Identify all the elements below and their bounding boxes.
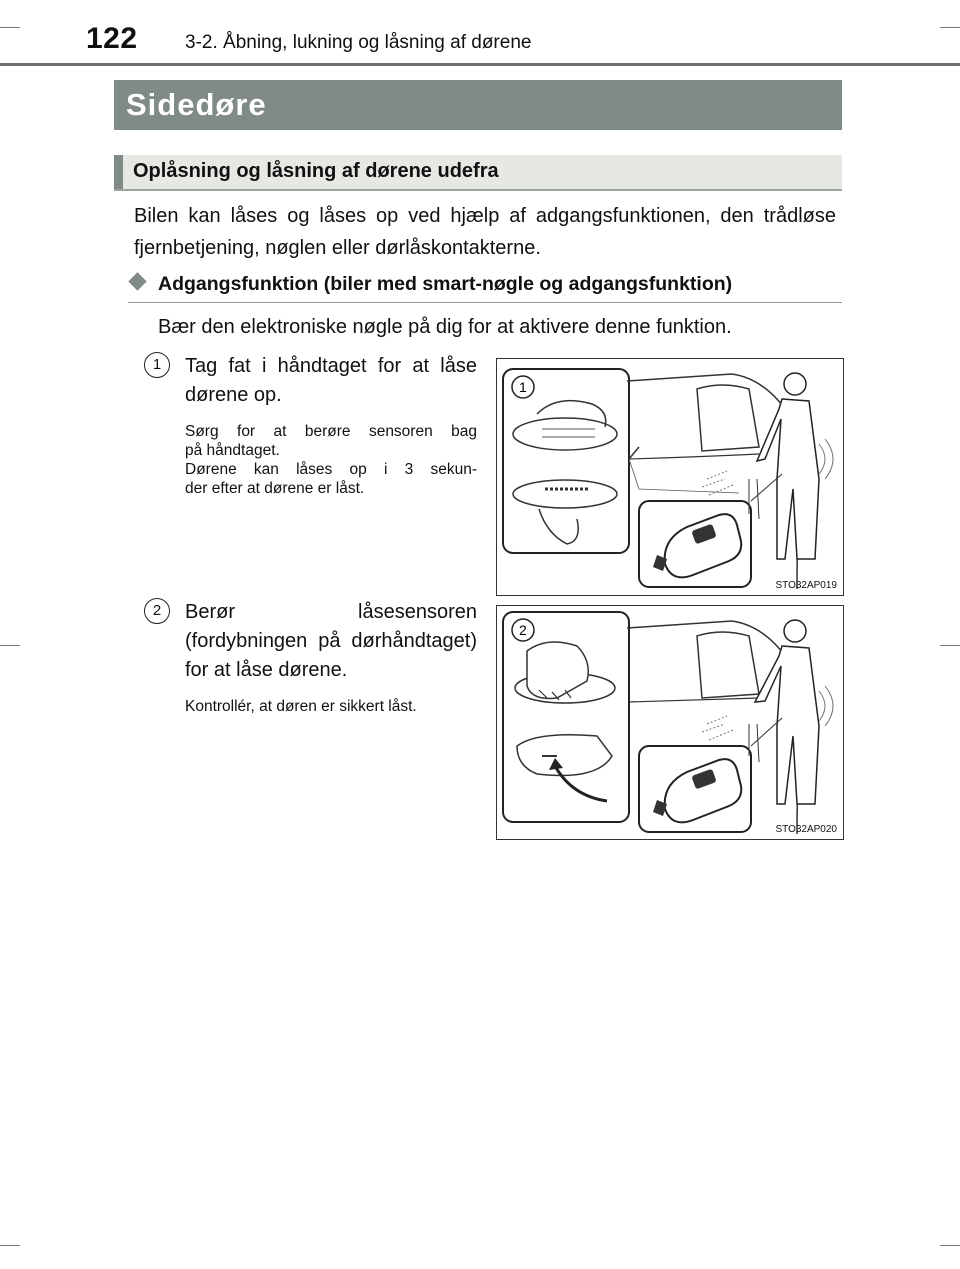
crop-mark — [940, 1245, 960, 1246]
figure-code: STO32AP019 — [775, 580, 837, 591]
crop-mark — [940, 645, 960, 646]
step-number: 1 — [144, 352, 170, 378]
section-title: Sidedøre — [126, 87, 267, 122]
bullet-rule — [128, 302, 842, 303]
figure-lock — [496, 605, 844, 840]
step-text: Tag fat i håndtaget for at låse dørene op. — [185, 355, 477, 406]
step-text: Berør låsesensoren (fordybningen på dørhåndtaget) for at låse dørene. — [185, 601, 477, 681]
header-rule — [0, 63, 960, 66]
subsection-title: Oplåsning og låsning af dørene udefra — [133, 160, 499, 182]
crop-mark — [0, 645, 20, 646]
unlock-illustration — [497, 359, 843, 595]
figure-code: STO32AP020 — [775, 824, 837, 835]
step-number: 2 — [144, 598, 170, 624]
diamond-bullet-icon — [128, 272, 146, 290]
chapter-title: 3-2. Åbning, lukning og låsning af dørene — [185, 32, 532, 53]
section-header — [114, 80, 842, 130]
subsection-header — [114, 155, 842, 191]
page-number: 122 — [86, 22, 138, 55]
subsection-accent — [114, 155, 123, 189]
note-line: Sørg for at berøre sensoren bag — [185, 423, 477, 440]
bullet-heading: Adgangsfunktion (biler med smart-nøgle og adgangsfunktion) — [158, 273, 733, 295]
note-line: der efter at dørene er låst. — [185, 480, 365, 497]
intro-paragraph: Bilen kan låses og låses op ved hjælp af adgangsfunktionen, den trådløse fjernbetjening, nøglen eller dørlåskontakterne. — [134, 205, 836, 259]
crop-mark — [940, 27, 960, 28]
svg-text:2: 2 — [519, 622, 527, 638]
note-line: Dørene kan låses op i 3 sekun- — [185, 461, 477, 478]
svg-text:1: 1 — [519, 379, 527, 395]
note-line: på håndtaget. — [185, 442, 280, 459]
step-note — [185, 422, 477, 498]
figure-unlock — [496, 358, 844, 596]
lock-illustration — [497, 606, 843, 839]
crop-mark — [0, 1245, 20, 1246]
crop-mark — [0, 27, 20, 28]
bullet-text: Bær den elektroniske nøgle på dig for at aktivere denne funktion. — [158, 316, 732, 338]
step-note: Kontrollér, at døren er sikkert låst. — [185, 698, 417, 715]
